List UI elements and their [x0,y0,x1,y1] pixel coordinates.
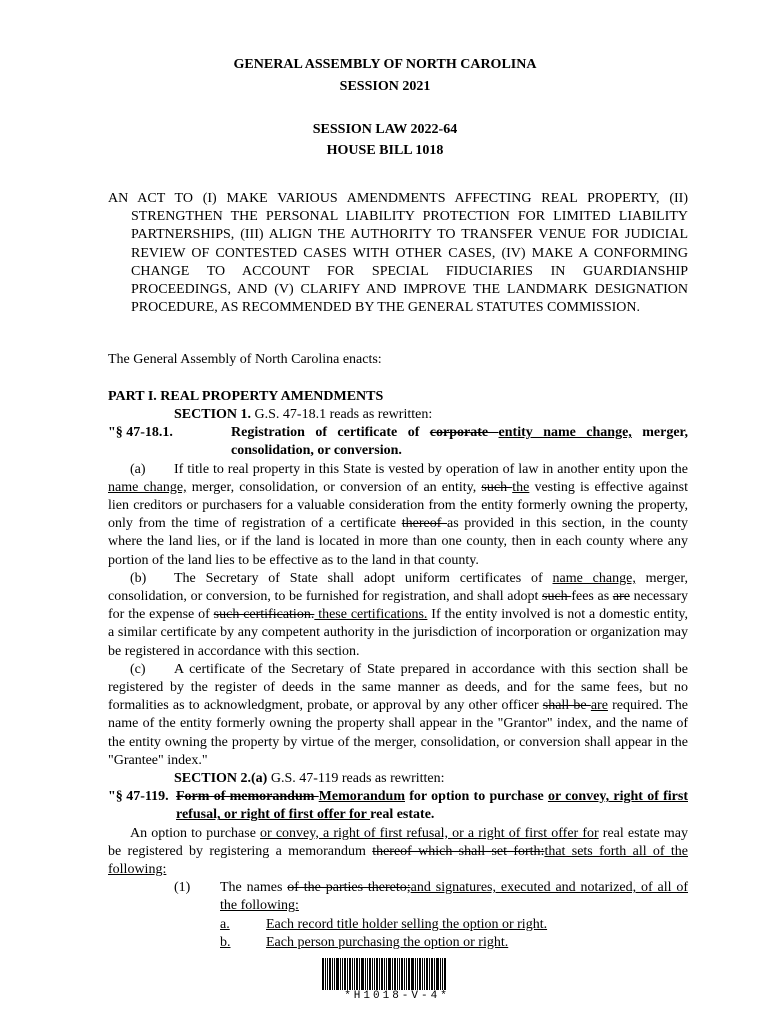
list-item-1-label: (1) [174,880,191,896]
deleted-text: corporate [429,425,499,441]
barcode-bar [322,958,324,990]
session-law-heading: SESSION LAW 2022-64 [312,122,458,137]
barcode-bar [372,958,373,990]
barcode-bar [327,958,328,990]
deleted-text: are [612,589,630,605]
inserted-text: entity name change, [498,425,632,441]
deleted-text: shall be [542,698,591,714]
deleted-text: Form of memorandum [176,789,319,805]
barcode-bar [429,958,430,990]
section-2-label: SECTION 2.(a) [174,771,268,787]
section-1-intro [108,406,688,424]
barcode-bar [426,958,428,990]
deleted-text: such certification. [213,607,315,623]
body-text: real estate may be registered by registering a memorandum [108,825,688,859]
body-text: An option to purchase [130,825,261,841]
caption-text: merger, consolidation, or conversion. [231,425,688,459]
caption-text: Registration of certificate of [231,425,430,441]
section-2-text: G.S. 47-119 reads as rewritten: [267,771,445,787]
subsection-c-label: (c) [130,661,146,677]
inserted-text: Memorandum [318,789,405,805]
barcode-bar [356,958,358,990]
barcode-bar [325,958,326,990]
barcode-bar [394,958,396,990]
statute-47-119-heading [108,788,688,824]
deleted-text: such [542,589,572,605]
enacting-clause: The General Assembly of North Carolina enacts: [108,352,382,367]
barcode-bar [415,958,416,990]
barcode-bar [329,958,331,990]
deleted-text: such [481,479,513,495]
barcode-bar [440,958,441,990]
barcode-bar [332,958,333,990]
barcode-bar [349,958,351,990]
deleted-text: of the parties thereto; [287,880,411,896]
assembly-heading: GENERAL ASSEMBLY OF NORTH CAROLINA [233,57,537,72]
body-text: merger, consolidation, or conversion, to be furnished for registration, and shall adopt [108,570,688,605]
statute-number: "§ 47-119. [108,789,169,805]
barcode-bar [365,958,366,990]
subsection-b [108,570,688,661]
statute-number: "§ 47-18.1. [108,425,173,441]
subsection-a-label: (a) [130,461,146,477]
barcode-bar [340,958,341,990]
subsection-a [108,461,688,570]
inserted-text: or convey, right of first refusal, or right of first offer for [176,789,688,823]
barcode-bar [417,958,418,990]
body-text: required. The name of the entity formerly owning the property shall appear in the "Grantor" index, and the name of the entity owning the property by virtue of the merger, consolidation, or conversion shall appear in the "Grantee" index." [108,698,689,768]
caption-text: for option to purchase [405,789,548,805]
barcode-bar [411,958,414,990]
list-item-b-label: b. [220,934,231,950]
barcode-bar [397,958,398,990]
subsection-c [108,661,688,770]
barcode-bar [352,958,353,990]
section-1-label: SECTION 1. [174,407,252,422]
barcode-bar [399,958,400,990]
body-text: vesting is effective against lien creditors or purchasers for a valuable consideration from the entity formerly owning the property, only from the time of registration of a certificate [108,479,689,532]
barcode-bar [361,958,364,990]
barcode-bar [388,958,391,990]
statute-47-119-body [108,825,688,880]
barcode-bar [367,958,368,990]
list-item-a-label: a. [220,916,230,932]
barcode-bar [386,958,387,990]
act-title-continuation: STRENGTHEN THE PERSONAL LIABILITY PROTECTION FOR LIMITED LIABILITY PARTNERSHIPS, (III) ALIGN THE AUTHORITY TO TRANSFER VENUE FOR JUDICIAL REVIEW OF CONTESTED CASES WITH OTHER CASES, (IV) MAKE A CONFORMING CHANGE TO ACCOUNT FOR SPECIAL FIDUCIARIES IN GUARDIANSHIP PROCEEDINGS, AND (V) CLARIFY AND IMPROVE THE LANDMARK DESIGNATION PROCEDURE, AS RECOMMENDED BY THE GENERAL STATUTES COMMISSION. [131,209,688,316]
deleted-text: thereof [401,516,447,532]
list-item-1-text [220,879,688,915]
section-1 [108,406,688,952]
barcode-text: *H1018-V-4* [344,990,450,1002]
barcode-bar [347,958,348,990]
caption-text: real estate. [370,807,435,823]
barcode-bar [404,958,405,990]
inserted-text: that sets forth all of the following: [108,843,689,878]
barcode-bar [376,958,378,990]
barcode-bar [374,958,375,990]
deleted-text: thereof which shall set forth: [372,843,545,859]
inserted-text: are [590,698,608,714]
house-bill-heading: HOUSE BILL 1018 [326,143,444,158]
list-item-1 [108,879,688,915]
barcode-bar [431,958,433,990]
barcode-bar [408,958,410,990]
inserted-text: and signatures, executed and notarized, of all of the following: [220,880,689,914]
act-title-first-line: AN ACT TO (I) MAKE VARIOUS AMENDMENTS AFFECTING REAL PROPERTY, (II) [108,191,688,206]
barcode-bar [422,958,423,990]
barcode-bar [384,958,385,990]
session-heading: SESSION 2021 [339,79,431,94]
barcode-bar [444,958,446,990]
barcode-bar [442,958,443,990]
inserted-text: name change, [108,479,187,495]
list-item-b [108,934,688,952]
barcode-bar [359,958,360,990]
body-text: merger, consolidation, or conversion of an entity, [186,479,482,495]
act-title [108,190,688,317]
barcode-bar [334,958,335,990]
list-item-a-text: Each record title holder selling the option or right. [266,916,548,932]
inserted-text: the [512,479,530,495]
barcode-bar [419,958,421,990]
barcode-bar [381,958,383,990]
subsection-b-label: (b) [130,570,147,586]
body-text: The names [220,880,288,896]
body-text: The Secretary of State shall adopt uniform certificates of [174,570,553,586]
barcode-bar [379,958,380,990]
barcode-bar [336,958,339,990]
statute-caption [231,424,688,460]
body-text: A certificate of the Secretary of State prepared in accordance with this section shall be registered by the register of deeds in the same manner as deeds, and for the same fees, but no formalities as to acknowledgment, probate, or approval by any other officer [108,661,688,714]
barcode-bar [354,958,355,990]
barcode-bar [424,958,425,990]
list-item-b-text: Each person purchasing the option or right. [266,934,509,950]
body-text: If the entity involved is not a domestic entity, a similar certificate by any competent authority in the jurisdiction of incorporation or organization may be registered in accordance with this section. [108,607,689,659]
statute-47-18-1-heading [108,424,688,460]
part-heading: PART I. REAL PROPERTY AMENDMENTS [108,389,384,404]
barcode-bar [342,958,343,990]
body-text: necessary for the expense of [108,589,688,623]
barcode-bar [436,958,439,990]
barcode-bar [406,958,407,990]
body-text: fees as [571,589,613,605]
body-text: If title to real property in this State is vested by operation of law in another entity upon the [174,461,688,477]
barcode-bar [369,958,371,990]
list-item-a [108,916,688,934]
section-1-text: G.S. 47-18.1 reads as rewritten: [251,407,433,422]
inserted-text: these certifications. [314,607,428,623]
inserted-text: name change, [552,570,636,586]
barcode [322,958,472,990]
barcode-bar [392,958,393,990]
barcode-bar [344,958,346,990]
section-2-intro [108,770,688,788]
inserted-text: or convey, a right of first refusal, or a right of first offer for [260,825,599,841]
barcode-bar [434,958,435,990]
barcode-bar [401,958,403,990]
statute-caption [176,788,688,824]
body-text: as provided in this section, in the county where the land lies, or if the land is located in more than one county, then in each county where any portion of the land lies to be effective as to the land in that county. [108,516,688,568]
